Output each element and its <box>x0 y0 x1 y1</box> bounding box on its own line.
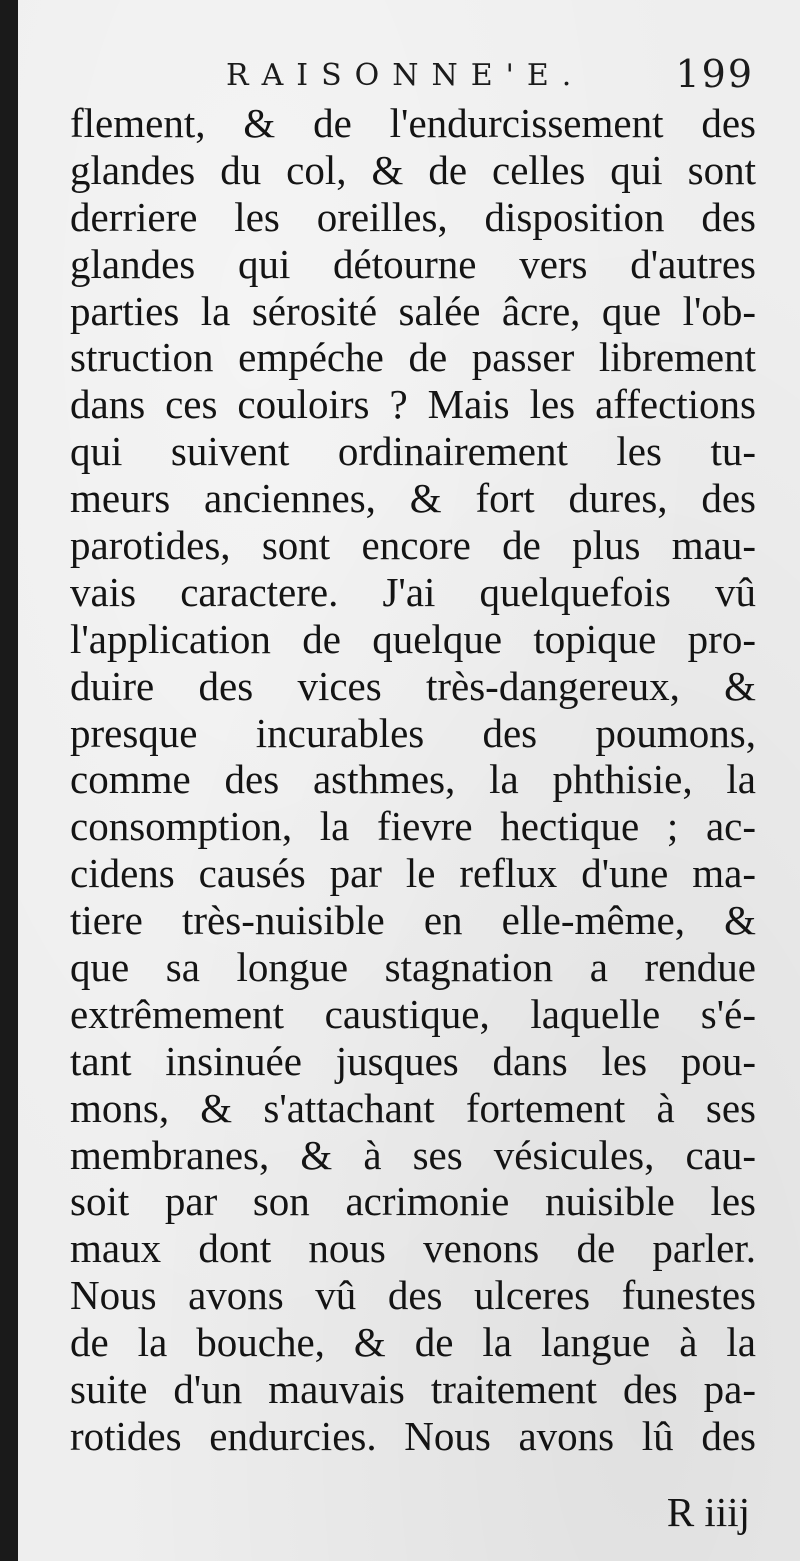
body-text <box>70 100 756 1460</box>
text-line: consomption, la fievre hectique ; ac- <box>70 803 756 850</box>
text-line: Nous avons vû des ulceres funestes <box>70 1272 756 1319</box>
signature-mark: R iiij <box>666 1489 750 1535</box>
text-line: struction empéche de passer librement <box>70 334 756 381</box>
text-line: flement, & de l'endurcissement des <box>70 100 756 146</box>
text-line: derriere les oreilles, disposition des <box>70 193 756 240</box>
book-page <box>18 0 800 1561</box>
text-line: vais caractere. J'ai quelquefois vû <box>70 568 756 615</box>
text-line: maux dont nous venons de parler. <box>70 1225 756 1272</box>
running-head: RAISONNE'E. <box>226 58 585 93</box>
text-line: extrêmement caustique, laquelle s'é- <box>70 990 756 1037</box>
text-line: glandes qui détourne vers d'autres <box>70 240 756 287</box>
text-line: duire des vices très-dangereux, & <box>70 662 756 709</box>
text-line: membranes, & à ses vésicules, cau- <box>70 1131 756 1178</box>
text-line: parties la sérosité salée âcre, que l'ob- <box>70 287 756 334</box>
text-line: comme des asthmes, la phthisie, la <box>70 756 756 803</box>
text-line: rotides endurcies. Nous avons lû des <box>70 1412 756 1459</box>
text-line: suite d'un mauvais traitement des pa- <box>70 1366 756 1413</box>
text-line: cidens causés par le reflux d'une ma- <box>70 850 756 897</box>
text-line: dans ces couloirs ? Mais les affections <box>70 381 756 428</box>
text-line: qui suivent ordinairement les tu- <box>70 428 756 475</box>
text-line: parotides, sont encore de plus mau- <box>70 522 756 569</box>
text-line: de la bouche, & de la langue à la <box>70 1319 756 1366</box>
text-line: soit par son acrimonie nuisible les <box>70 1178 756 1225</box>
text-line: mons, & s'attachant fortement à ses <box>70 1084 756 1131</box>
text-line: meurs anciennes, & fort dures, des <box>70 475 756 522</box>
page-header <box>18 52 800 96</box>
text-line: que sa longue stagnation a rendue <box>70 944 756 991</box>
text-line: presque incurables des poumons, <box>70 709 756 756</box>
text-line: l'application de quelque topique pro- <box>70 615 756 662</box>
text-line: tiere très-nuisible en elle-même, & <box>70 897 756 944</box>
text-line: tant insinuée jusques dans les pou- <box>70 1037 756 1084</box>
page-number: 199 <box>675 52 754 96</box>
text-line: glandes du col, & de celles qui sont <box>70 146 756 193</box>
